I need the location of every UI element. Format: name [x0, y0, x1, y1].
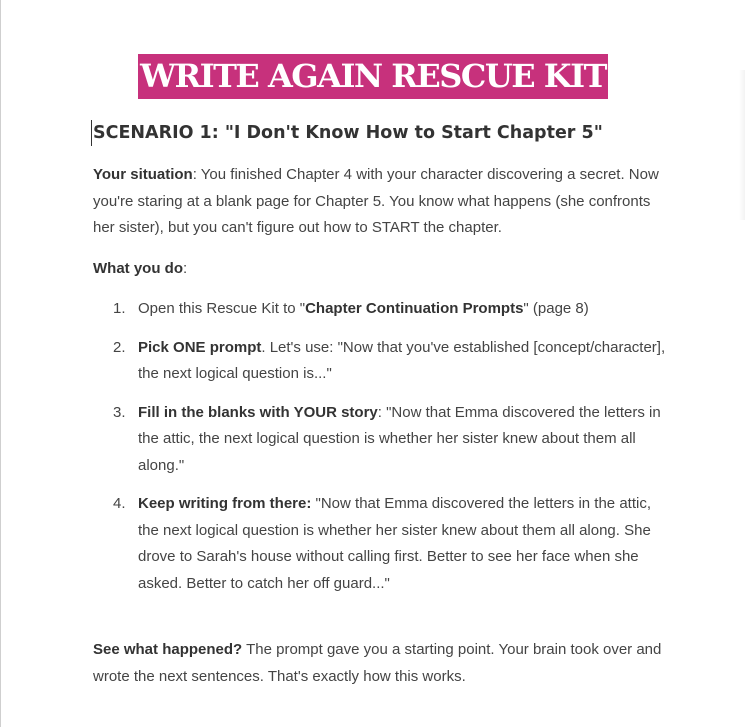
document-title: WRITE AGAIN RESCUE KIT [138, 54, 608, 99]
steps-list [93, 296, 673, 597]
step-post: " (page 8) [523, 300, 589, 317]
step-post: : "Now that Emma discovered the letters in the attic, the next logical question is whether her sister knew about them all along." [138, 403, 661, 474]
step-number: 2. [113, 338, 126, 356]
see-what-text: The prompt gave you a starting point. Your brain took over and wrote the next sentences. That's exactly how this works. [93, 641, 662, 685]
see-what-happened-paragraph [93, 637, 673, 690]
what-you-do-text: : [183, 259, 188, 277]
step-pre: Open this Rescue Kit to " [138, 300, 306, 317]
list-item [93, 491, 673, 597]
step-bold: Fill in the blanks with YOUR story [138, 403, 378, 421]
list-item [93, 400, 673, 480]
step-bold: Keep writing from there: [138, 495, 312, 512]
what-you-do-label: What you do [93, 259, 183, 277]
step-number: 3. [113, 403, 126, 421]
situation-paragraph [93, 162, 673, 242]
step-bold: Chapter Continuation Prompts [305, 300, 524, 317]
step-post: . Let's use: "Now that you've established [concept/character], the next logical question is..." [138, 338, 666, 382]
text-cursor [91, 120, 92, 146]
list-item [93, 335, 673, 388]
see-what-label: See what happened? [93, 641, 243, 658]
step-bold: Pick ONE prompt [138, 338, 262, 356]
situation-label: Your situation [93, 166, 193, 183]
title-wrap [1, 54, 745, 99]
what-you-do-paragraph [93, 256, 673, 283]
step-post: "Now that Emma discovered the letters in the attic, the next logical question is whether her sister knew about them all along. She drove to Sarah's house without calling first. Better to see her face when she asked. Better to catch her off guard..." [138, 495, 651, 592]
document-body[interactable] [93, 118, 673, 690]
scenario-heading: SCENARIO 1: "I Don't Know How to Start Chapter 5" [93, 123, 603, 143]
step-number: 4. [113, 495, 126, 512]
situation-text: : You finished Chapter 4 with your character discovering a secret. Now you're staring at a blank page for Chapter 5. You know what happens (she confronts her sister), but you can't figure out how to START the chapter. [93, 166, 659, 236]
step-number: 1. [113, 300, 126, 317]
list-item [93, 296, 673, 323]
